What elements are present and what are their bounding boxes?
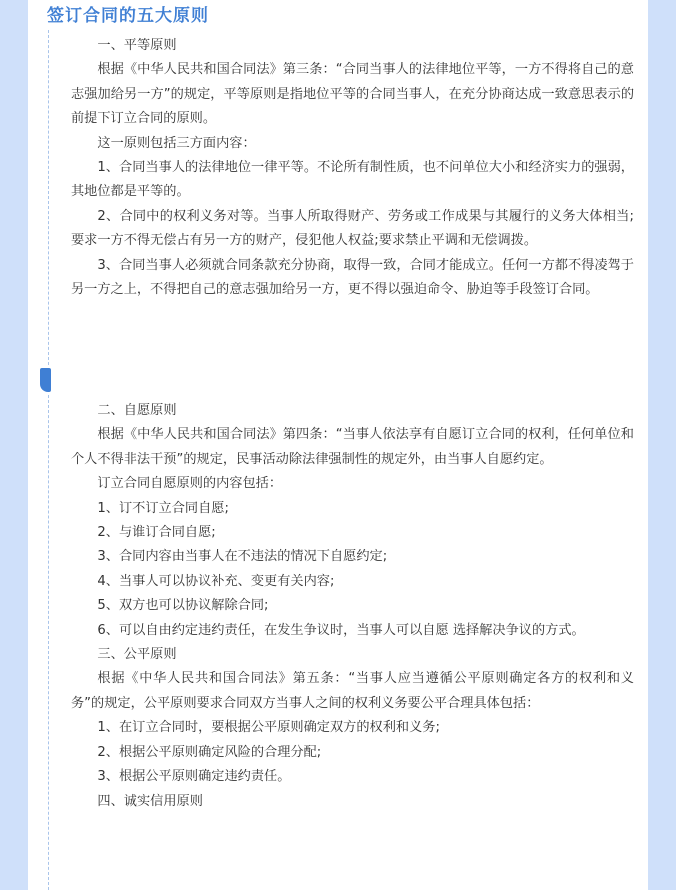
section-equality (71, 34, 634, 302)
paragraph: 根据《中华人民共和国合同法》第四条：“当事人依法享有自愿订立合同的权利，任何单位和个人不得非法干预”的规定，民事活动除法律强制性的规定外，由当事人自愿约定。 (71, 427, 634, 467)
list-item: 6、可以自由约定违约责任，在发生争议时，当事人可以自愿 选择解决争议的方式。 (97, 622, 585, 638)
paragraph: 这一原则包括三方面内容： (97, 135, 256, 151)
list-item: 1、在订立合同时，要根据公平原则确定双方的权利和义务; (97, 720, 440, 736)
section-divider-line (48, 30, 50, 365)
paragraph: 根据《中华人民共和国合同法》第三条：“合同当事人的法律地位平等，一方不得将自己的意志强加给另一方”的规定，平等原则是指地位平等的合同当事人，在充分协商达成一致意思表示的前提下订立合同的原则。 (71, 62, 634, 127)
paragraph: 订立合同自愿原则的内容包括： (97, 476, 283, 492)
section-divider-line (48, 395, 50, 890)
paragraph: 2、合同中的权利义务对等。当事人所取得财产、劳务或工作成果与其履行的义务大体相当;要求一方不得无偿占有另一方的财产，侵犯他人权益;要求禁止平调和无偿调拨。 (71, 208, 634, 249)
section-heading: 二、自愿原则 (97, 403, 177, 418)
section-voluntary (71, 399, 634, 814)
paragraph: 根据《中华人民共和国合同法》第五条：“当事人应当遵循公平原则确定各方的权利和义务”的规定，公平原则要求合同双方当事人之间的权利义务要公平合理具体包括： (71, 671, 634, 711)
section-marker (40, 368, 51, 392)
paragraph: 3、合同当事人必须就合同条款充分协商，取得一致，合同才能成立。任何一方都不得凌驾于另一方之上，不得把自己的意志强加给另一方，更不得以强迫命令、胁迫等手段签订合同。 (71, 257, 634, 298)
list-item: 5、双方也可以协议解除合同; (97, 598, 269, 614)
list-item: 2、与谁订合同自愿; (97, 525, 216, 541)
list-item: 3、合同内容由当事人在不违法的情况下自愿约定; (97, 549, 388, 565)
list-item: 1、订不订立合同自愿; (97, 500, 229, 516)
article-title: 签订合同的五大原则 (47, 6, 209, 26)
paragraph: 1、合同当事人的法律地位一律平等。不论所有制性质，也不问单位大小和经济实力的强弱，其地位都是平等的。 (71, 160, 634, 200)
section-heading: 一、平等原则 (97, 38, 177, 53)
section-heading: 三、公平原则 (97, 647, 177, 663)
list-item: 2、根据公平原则确定风险的合理分配; (97, 744, 322, 760)
section-heading: 四、诚实信用原则 (97, 793, 203, 809)
list-item: 4、当事人可以协议补充、变更有关内容; (97, 573, 335, 589)
list-item: 3、根据公平原则确定违约责任。 (97, 769, 291, 785)
